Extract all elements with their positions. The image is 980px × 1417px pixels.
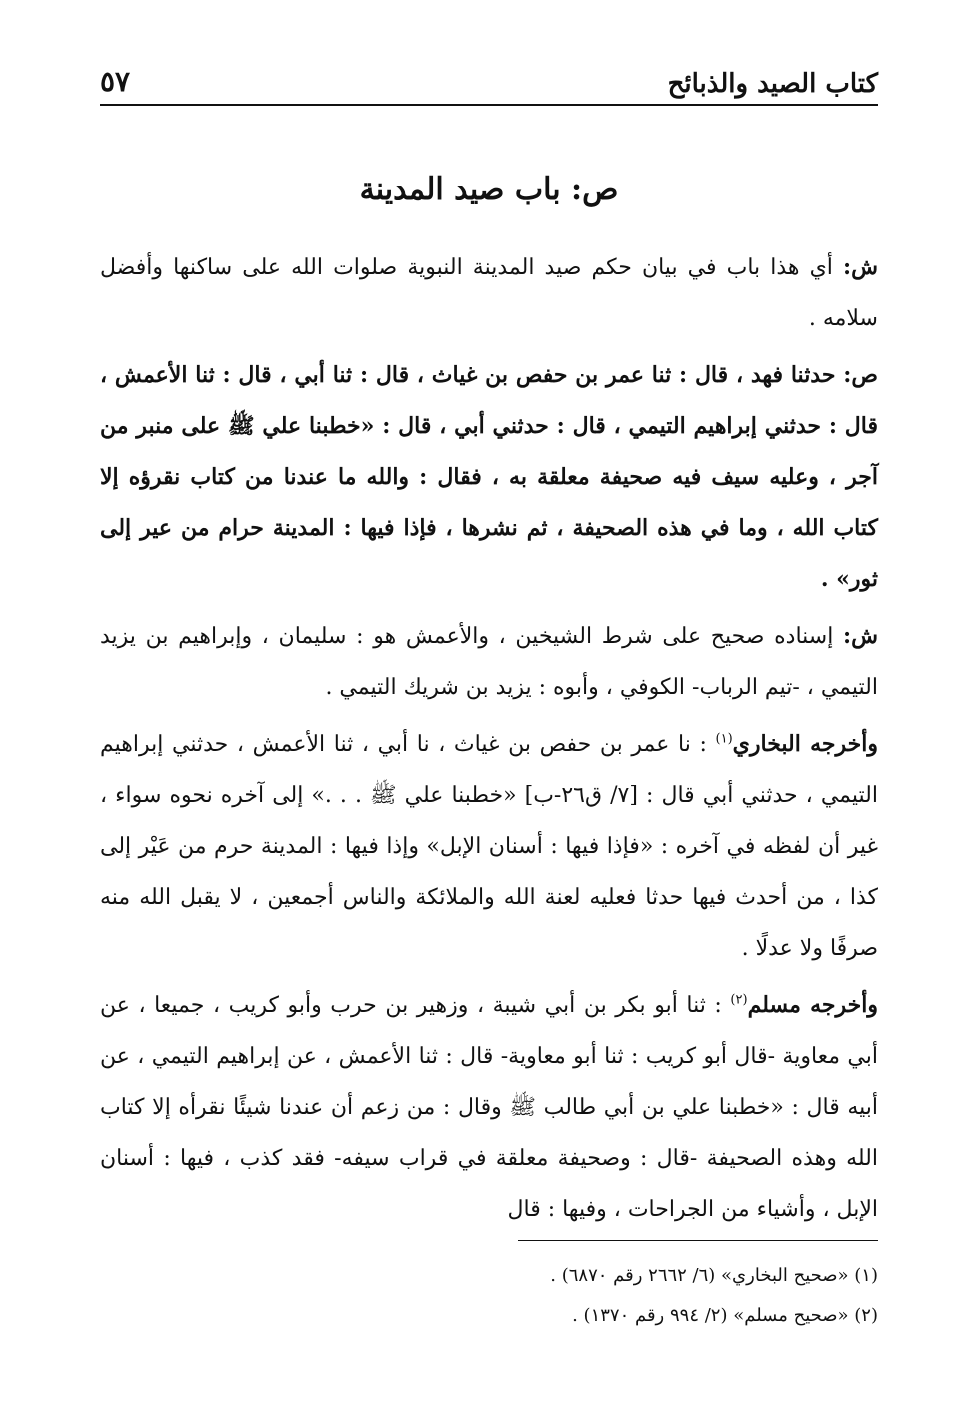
running-header	[100, 62, 878, 106]
takhrij-paragraph	[100, 980, 878, 1235]
footnote: (٢) «صحيح مسلم» (٢/ ٩٩٤ رقم ١٣٧٠) .	[572, 1305, 878, 1326]
paragraph-label: وأخرجه البخاري	[732, 731, 878, 757]
paragraph-text: حدثنا فهد ، قال : ثنا عمر بن حفص بن غياث ، قال : ثنا أبي ، قال : ثنا الأعمش ، قال : حدثني إبراهيم التيمي ، قال : حدثني أبي ، قال : «خطبنا علي ﷺ على منبر من آجر ، وعليه سيف فيه صحيفة معلقة به ، فقال : والله ما عندنا من كتاب نقرؤه إلا كتاب الله ، وما في هذه الصحيفة ، ثم نشرها ، فإذا فيها : المدينة حرام من عير إلى ثور» .	[100, 362, 878, 592]
footnote: (١) «صحيح البخاري» (٦/ ٢٦٦٢ رقم ٦٨٧٠) .	[550, 1265, 878, 1286]
running-header-title: كتاب الصيد والذبائح	[667, 69, 878, 99]
paragraph-label: ش:	[843, 623, 878, 649]
paragraph-label: ش:	[843, 254, 878, 280]
page-number: ٥٧	[100, 65, 131, 98]
paragraph-label: وأخرجه مسلم	[747, 992, 878, 1018]
hadith-paragraph	[100, 350, 878, 605]
commentary-paragraph	[100, 242, 878, 344]
takhrij-paragraph	[100, 719, 878, 974]
paragraph-text: أي هذا باب في بيان حكم صيد المدينة النبوية صلوات الله على ساكنها وأفضل سلامه .	[100, 255, 878, 331]
footnote-reference: (١)	[715, 731, 733, 747]
footnote-divider	[518, 1240, 878, 1241]
chapter-heading: ص: باب صيد المدينة	[359, 172, 619, 207]
paragraph-label: ص:	[843, 362, 878, 388]
header-divider	[100, 104, 878, 106]
paragraph-text: : نا عمر بن حفص بن غياث ، نا أبي ، ثنا الأعمش ، حدثني إبراهيم التيمي ، حدثني أبي قال : [٧/ ق٢٦-ب] «خطبنا علي ﷺ . . .» إلى آخره نحوه سواء ، غير أن لفظه في آخره : «فإذا فيها : أسنان الإبل» وإذا فيها : المدينة حرم من عَيْر إلى كذا ، من أحدث فيها حدثا فعليه لعنة الله والملائكة والناس أجمعين ، لا يقبل الله منه صرفًا ولا عدلًا .	[100, 732, 878, 961]
paragraph-text: إسناده صحيح على شرط الشيخين ، والأعمش هو : سليمان ، وإبراهيم بن يزيد التيمي ، -تيم الرباب- الكوفي ، وأبوه : يزيد بن شريك التيمي .	[100, 624, 878, 700]
footnote-reference: (٢)	[730, 992, 748, 1008]
commentary-paragraph	[100, 611, 878, 713]
paragraph-text: : ثنا أبو بكر بن أبي شيبة ، وزهير بن حرب وأبو كريب ، جميعا ، عن أبي معاوية -قال أبو كريب : ثنا أبو معاوية- قال : ثنا الأعمش ، عن إبراهيم التيمي ، عن أبيه قال : «خطبنا علي بن أبي طالب ﷺ وقال : من زعم أن عندنا شيئًا نقرأه إلا كتاب الله وهذه الصحيفة -قال : وصحيفة معلقة في قراب سيفه- فقد كذب ، فيها : أسنان الإبل ، وأشياء من الجراحات ، وفيها : قال	[100, 993, 878, 1222]
body-text	[100, 242, 878, 1241]
footnotes	[100, 1256, 878, 1336]
